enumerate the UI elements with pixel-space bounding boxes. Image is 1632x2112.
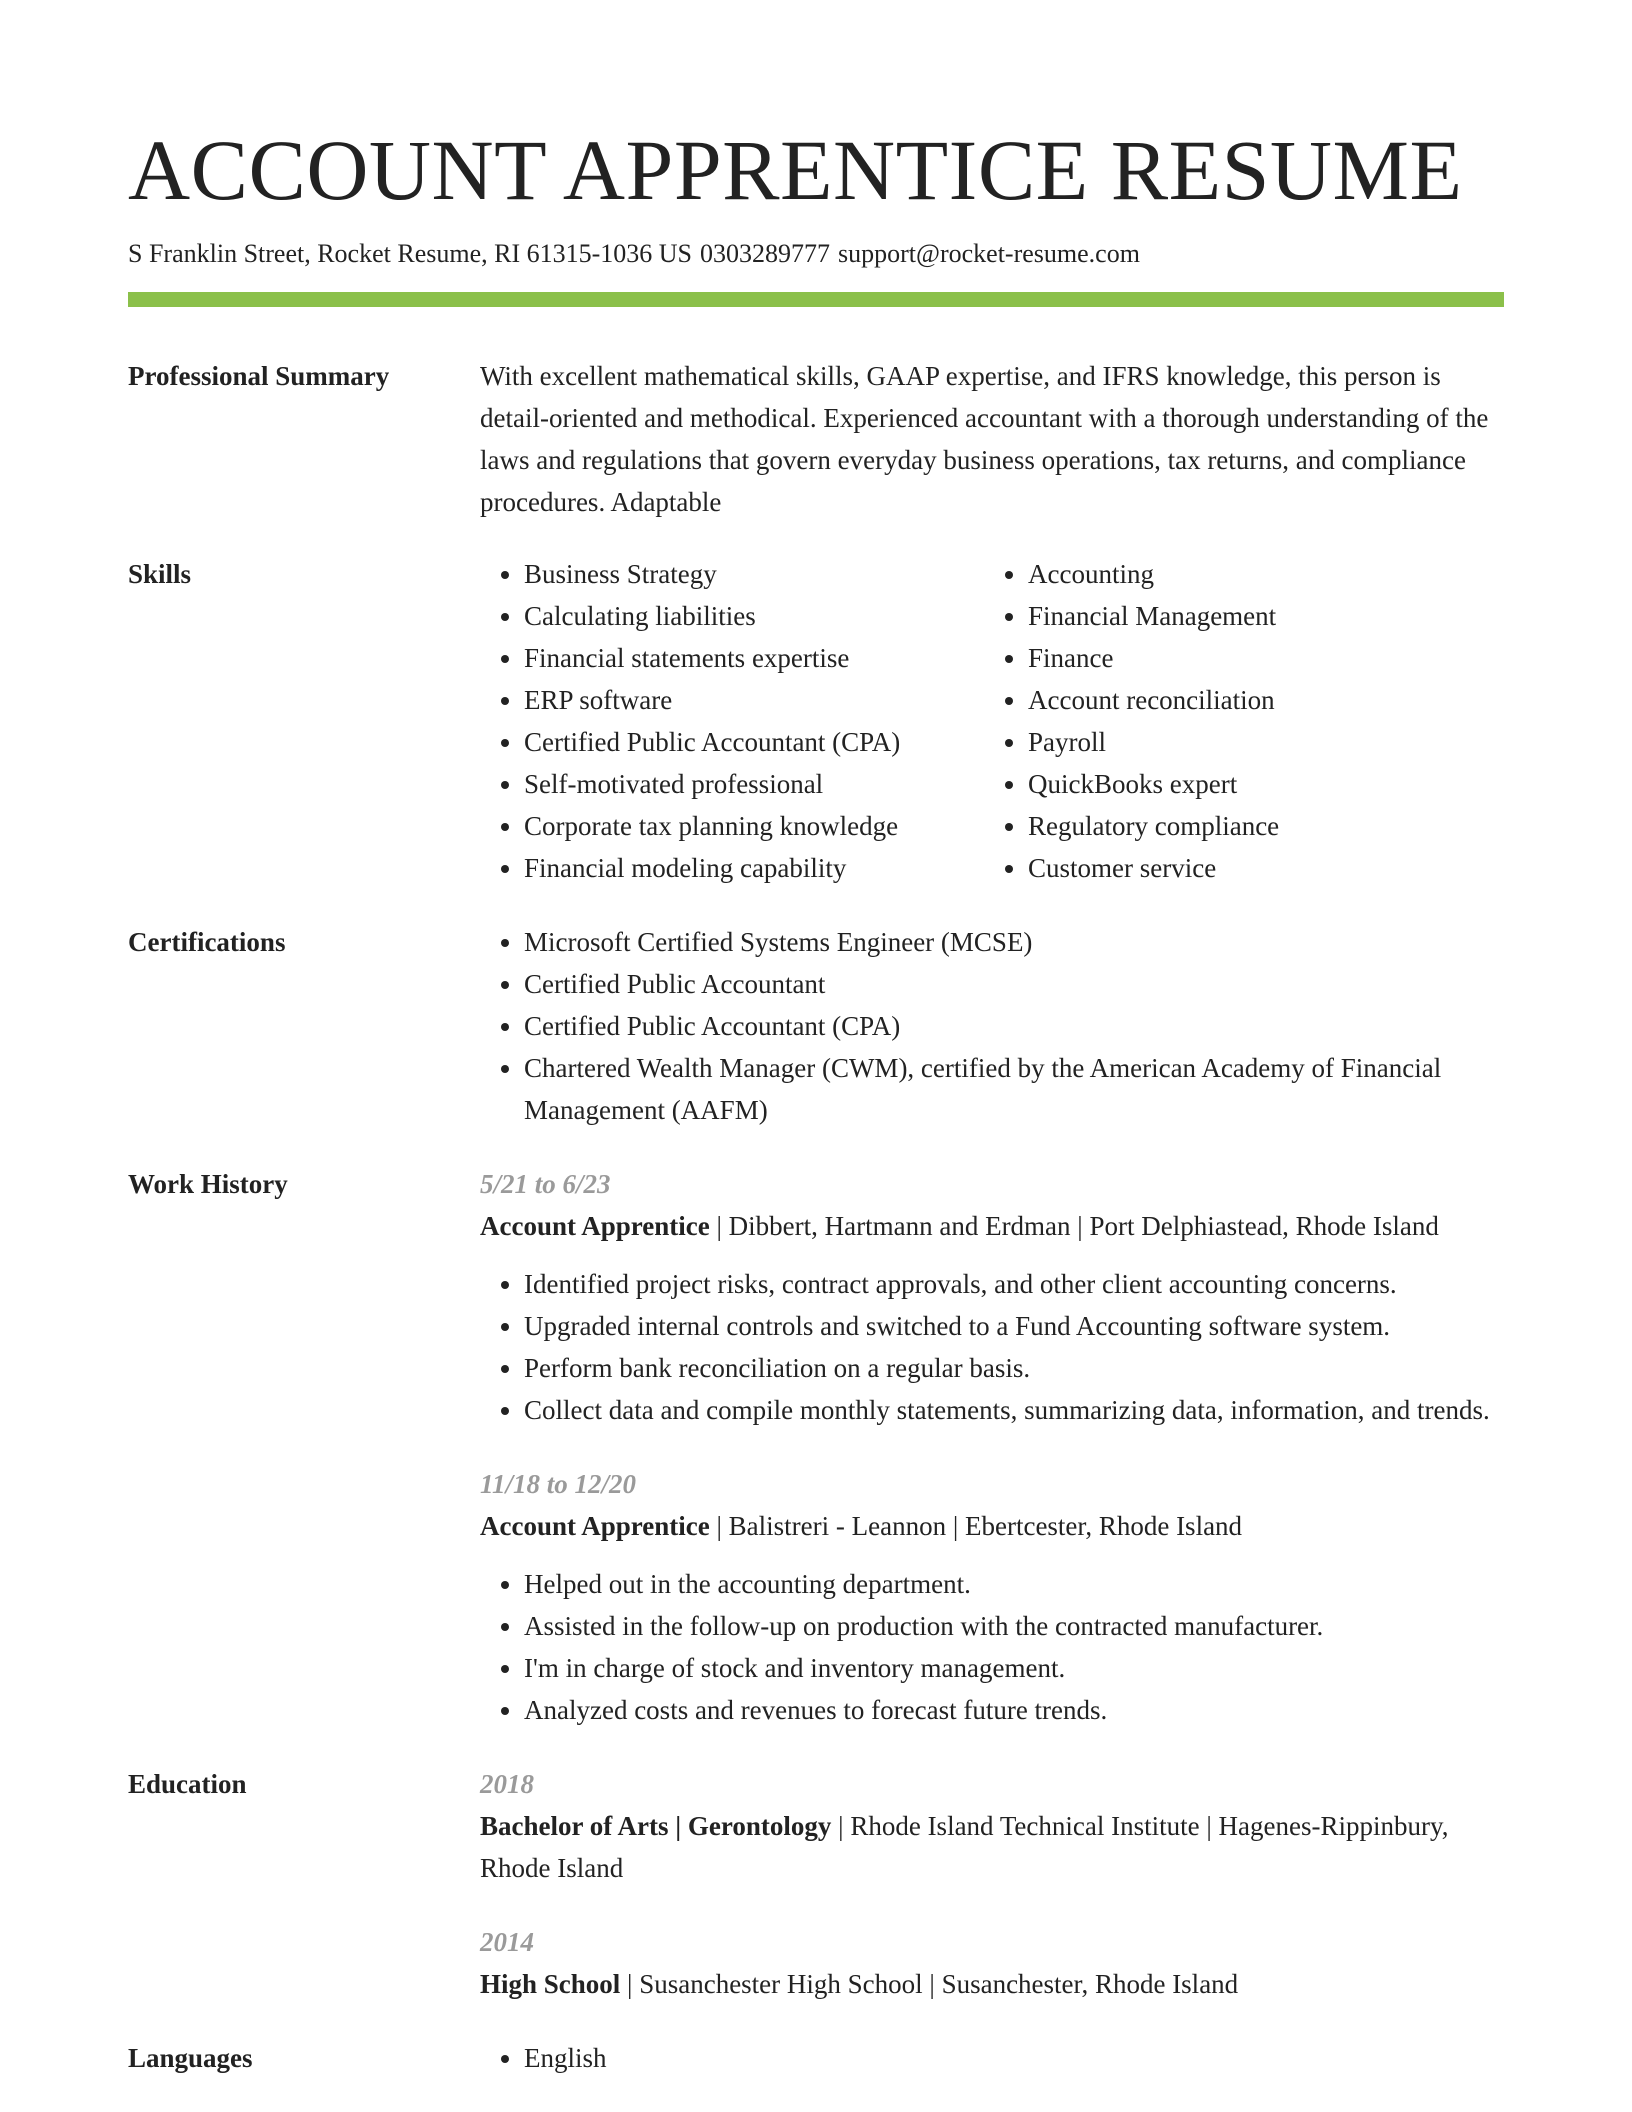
skills-body xyxy=(480,553,1504,889)
education-section xyxy=(128,1763,1504,2005)
education-heading xyxy=(480,1963,1504,2005)
list-item: • Assisted in the follow-up on production with the contracted manufacturer. xyxy=(524,1605,1504,1647)
list-item: • Certified Public Accountant (CPA) xyxy=(524,721,984,763)
certifications-list xyxy=(480,921,1504,1131)
list-item: • Microsoft Certified Systems Engineer (MCSE) xyxy=(524,921,1504,963)
header-divider xyxy=(128,292,1504,307)
education-label: Education xyxy=(128,1769,247,1799)
list-item: • Calculating liabilities xyxy=(524,595,984,637)
job-bullets xyxy=(480,1563,1504,1731)
summary-section xyxy=(128,355,1504,523)
skills-section xyxy=(128,553,1504,889)
education-body xyxy=(480,1763,1504,2005)
work-section xyxy=(128,1163,1504,1731)
education-heading xyxy=(480,1805,1504,1889)
education-details: | Rhode Island Technical Institute | Hagenes-Rippinbury, Rhode Island xyxy=(480,1811,1449,1883)
list-item: • English xyxy=(524,2037,1504,2079)
education-entry xyxy=(480,1763,1504,1889)
education-details: | Susanchester High School | Susanchester, Rhode Island xyxy=(620,1969,1239,1999)
job-heading xyxy=(480,1505,1504,1547)
job-details: | Balistreri - Leannon | Ebertcester, Rhode Island xyxy=(709,1511,1243,1541)
summary-label: Professional Summary xyxy=(128,361,390,391)
contact-email: support@rocket-resume.com xyxy=(838,239,1140,268)
list-item: • Certified Public Accountant (CPA) xyxy=(524,1005,1504,1047)
summary-text: With excellent mathematical skills, GAAP expertise, and IFRS knowledge, this person is detail-oriented and methodical. Experienced accountant with a thorough understanding of the laws and regulations that govern everyday business operations, tax returns, and compliance procedures. Adaptable xyxy=(480,361,1489,517)
list-item: • Collect data and compile monthly statements, summarizing data, information, and trends. xyxy=(524,1389,1504,1431)
list-item: • Regulatory compliance xyxy=(1028,805,1279,847)
education-degree: High School xyxy=(480,1969,621,1999)
certifications-body xyxy=(480,921,1504,1131)
contact-phone: 0303289777 xyxy=(700,239,831,268)
job-title: Account Apprentice xyxy=(480,1511,710,1541)
summary-body xyxy=(480,355,1504,523)
list-item: • Payroll xyxy=(1028,721,1279,763)
work-label: Work History xyxy=(128,1169,288,1199)
job-title: Account Apprentice xyxy=(480,1211,710,1241)
entry-spacer xyxy=(480,1889,1504,1921)
list-item: • Business Strategy xyxy=(524,553,984,595)
languages-section xyxy=(128,2037,1504,2079)
list-item: • Analyzed costs and revenues to forecast future trends. xyxy=(524,1689,1504,1731)
job-heading xyxy=(480,1205,1504,1247)
list-item: • Finance xyxy=(1028,637,1279,679)
job-details: | Dibbert, Hartmann and Erdman | Port Delphiastead, Rhode Island xyxy=(709,1211,1439,1241)
list-item: • Identified project risks, contract approvals, and other client accounting concerns. xyxy=(524,1263,1504,1305)
certifications-label: Certifications xyxy=(128,927,286,957)
education-entry xyxy=(480,1921,1504,2005)
education-year: 2014 xyxy=(480,1927,534,1957)
education-year: 2018 xyxy=(480,1769,534,1799)
list-item: • Account reconciliation xyxy=(1028,679,1279,721)
job-dates: 5/21 to 6/23 xyxy=(480,1169,611,1199)
resume-page xyxy=(128,120,1504,2079)
list-item: • Corporate tax planning knowledge xyxy=(524,805,984,847)
resume-title: ACCOUNT APPRENTICE RESUME xyxy=(128,122,1463,218)
entry-spacer xyxy=(480,1431,1504,1463)
list-item: • Financial Management xyxy=(1028,595,1279,637)
certifications-section xyxy=(128,921,1504,1131)
job-entry xyxy=(480,1463,1504,1731)
list-item: • Helped out in the accounting department. xyxy=(524,1563,1504,1605)
list-item: • Chartered Wealth Manager (CWM), certified by the American Academy of Financial Management (AAFM) xyxy=(524,1047,1504,1131)
list-item: • Financial statements expertise xyxy=(524,637,984,679)
job-dates: 11/18 to 12/20 xyxy=(480,1469,637,1499)
list-item: • Perform bank reconciliation on a regular basis. xyxy=(524,1347,1504,1389)
list-item: • ERP software xyxy=(524,679,984,721)
work-body xyxy=(480,1163,1504,1731)
skills-list-right xyxy=(984,553,1279,889)
list-item: • Financial modeling capability xyxy=(524,847,984,889)
contact-line xyxy=(128,238,1504,270)
job-entry xyxy=(480,1163,1504,1431)
list-item: • Accounting xyxy=(1028,553,1279,595)
job-bullets xyxy=(480,1263,1504,1431)
list-item: • Self-motivated professional xyxy=(524,763,984,805)
list-item: • Customer service xyxy=(1028,847,1279,889)
languages-label: Languages xyxy=(128,2043,253,2073)
languages-list xyxy=(480,2037,1504,2079)
list-item: • Upgraded internal controls and switched to a Fund Accounting software system. xyxy=(524,1305,1504,1347)
list-item: • I'm in charge of stock and inventory management. xyxy=(524,1647,1504,1689)
skills-list-left xyxy=(480,553,984,889)
list-item: • Certified Public Accountant xyxy=(524,963,1504,1005)
skills-label: Skills xyxy=(128,559,192,589)
education-degree: Bachelor of Arts | Gerontology xyxy=(480,1811,832,1841)
languages-body xyxy=(480,2037,1504,2079)
list-item: • QuickBooks expert xyxy=(1028,763,1279,805)
contact-address: S Franklin Street, Rocket Resume, RI 61315-1036 US xyxy=(128,239,693,268)
